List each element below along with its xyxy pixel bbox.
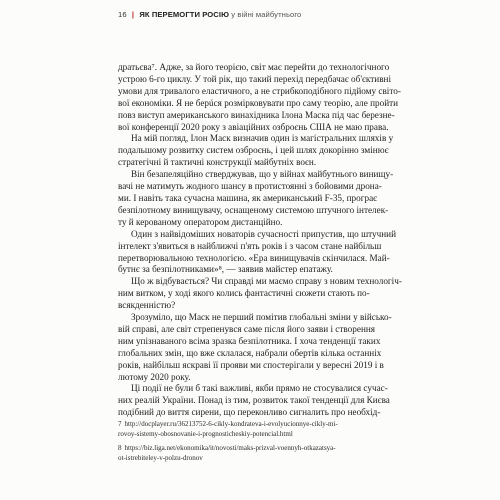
- text-line: ним упізнаваного всіма зразка безпілотника. І хоча тенденції таких: [118, 335, 381, 346]
- text-line: стратегічні й тактичні конструкції майбутніх воєн.: [118, 157, 317, 168]
- page-number: 16: [118, 10, 127, 19]
- paragraph: [118, 169, 393, 229]
- text-line: перетворювальною технологією. «Ера винищувачів скінчилася. Май-: [118, 252, 390, 263]
- text-line: Один з найвідоміших новаторів сучасності припустив, що штучний: [131, 228, 397, 239]
- text-line: Що ж відбувається? Чи справді ми маємо справу з новим технологіч-: [131, 276, 402, 287]
- text-line: вої конференції 2020 року з авіаційних озброєнь США не маю права.: [118, 121, 389, 132]
- text-line: ту й керованому оператором дистанційно.: [118, 216, 283, 227]
- footnote-number: 7: [118, 420, 122, 428]
- text-line: лютому 2020 року.: [118, 371, 191, 382]
- text-line: подальшому розвитку систем озброєнь, і цей шлях докорінно змінює: [118, 145, 389, 156]
- footnote-url: https://biz.liga.net/ekonomika/it/novosti/maks-prizval-voennyh-otkazatsya-: [124, 444, 336, 453]
- footnote-url: http://docplayer.ru/36213752-6-cikly-kondrateva-i-evolyucionnye-cikly-mi-: [124, 420, 338, 428]
- body-text: [118, 62, 402, 419]
- text-line: безпілотному винищувачу, оснащеному системою штучного інтелек-: [118, 204, 389, 215]
- text-line: повз виступ американського винахідника Ілона Маска під час березне-: [118, 109, 395, 120]
- book-subtitle: у війні майбутнього: [229, 10, 302, 19]
- text-line: всякденністю?: [118, 300, 176, 311]
- text-line: ним витком, у ході якого колись фантастичні сюжети стають по-: [118, 288, 370, 299]
- footnotes: [118, 420, 393, 468]
- paragraph: [118, 62, 401, 133]
- text-line: устрою 6-го циклу. У той рік, що такий перехід передбачає об'єктивні: [118, 73, 392, 84]
- paragraph: [118, 276, 402, 312]
- paragraph: [118, 383, 393, 419]
- text-line: дратьєва⁷. Адже, за його теорією, світ має перейти до технологічного: [118, 62, 390, 72]
- text-line: років, найбільш яскраві її прояви ми спостерігали у вересні 2019 і в: [118, 359, 384, 370]
- text-line: На мій погляд, Ілон Маск визначив один із магістральних шляхів у: [131, 133, 394, 144]
- paragraph: [118, 133, 393, 169]
- footnote-number: 8: [118, 444, 122, 453]
- text-line: вій справі, але світ стрепенувся саме після його заяви і створення: [118, 323, 375, 334]
- text-line: вачі не матимуть жодного шансу в протистоянні з бойовими дрона-: [118, 181, 382, 192]
- running-header: [118, 8, 418, 22]
- header-separator: |: [131, 10, 135, 19]
- text-line: Ці події не були б такі важливі, якби прямо не стосувалися сучас-: [131, 383, 388, 394]
- text-line: подібний до виття сирени, що переконливо сигналить про необхід-: [118, 407, 381, 418]
- text-line: Він безапеляційно стверджував, що у війнах майбутнього винищу-: [131, 169, 394, 180]
- text-line: умови для тривалого еластичного, а не стрибкоподібного підйому світо-: [118, 85, 401, 96]
- footnote-url: rovoy-sistemy-obosnovanie-i-prognosticheskiy-potencial.html: [118, 429, 293, 438]
- text-line: глобальних змін, що вже склалася, набрали обертів кілька останніх: [118, 347, 382, 358]
- book-title: ЯК ПЕРЕМОГТИ РОСІЮ: [139, 10, 230, 19]
- text-line: вої економіки. Я не берúся розмірковувати про саму теорію, але пройти: [118, 97, 399, 108]
- text-line: Зрозуміло, що Маск не перший помітив глобальні зміни у військо-: [131, 312, 392, 323]
- text-line: них реалій України. Понад із тим, розвиток такої тенденції для Києва: [118, 395, 390, 406]
- footnote-url: ot-istrebiteley-v-polzu-dronov: [118, 453, 203, 462]
- text-line: інтелект з'явиться в найближчі п'ять років і з часом стане найбільш: [118, 240, 382, 251]
- text-line: ми. І навіть така сучасна машина, як американський F-35, програє: [118, 192, 378, 203]
- text-line: бутнє за безпілотниками»⁸, — заявив майстер епатажу.: [118, 264, 333, 275]
- paragraph: [118, 228, 397, 277]
- paragraph: [118, 312, 393, 383]
- footnote: [118, 420, 393, 439]
- footnote: [118, 444, 393, 463]
